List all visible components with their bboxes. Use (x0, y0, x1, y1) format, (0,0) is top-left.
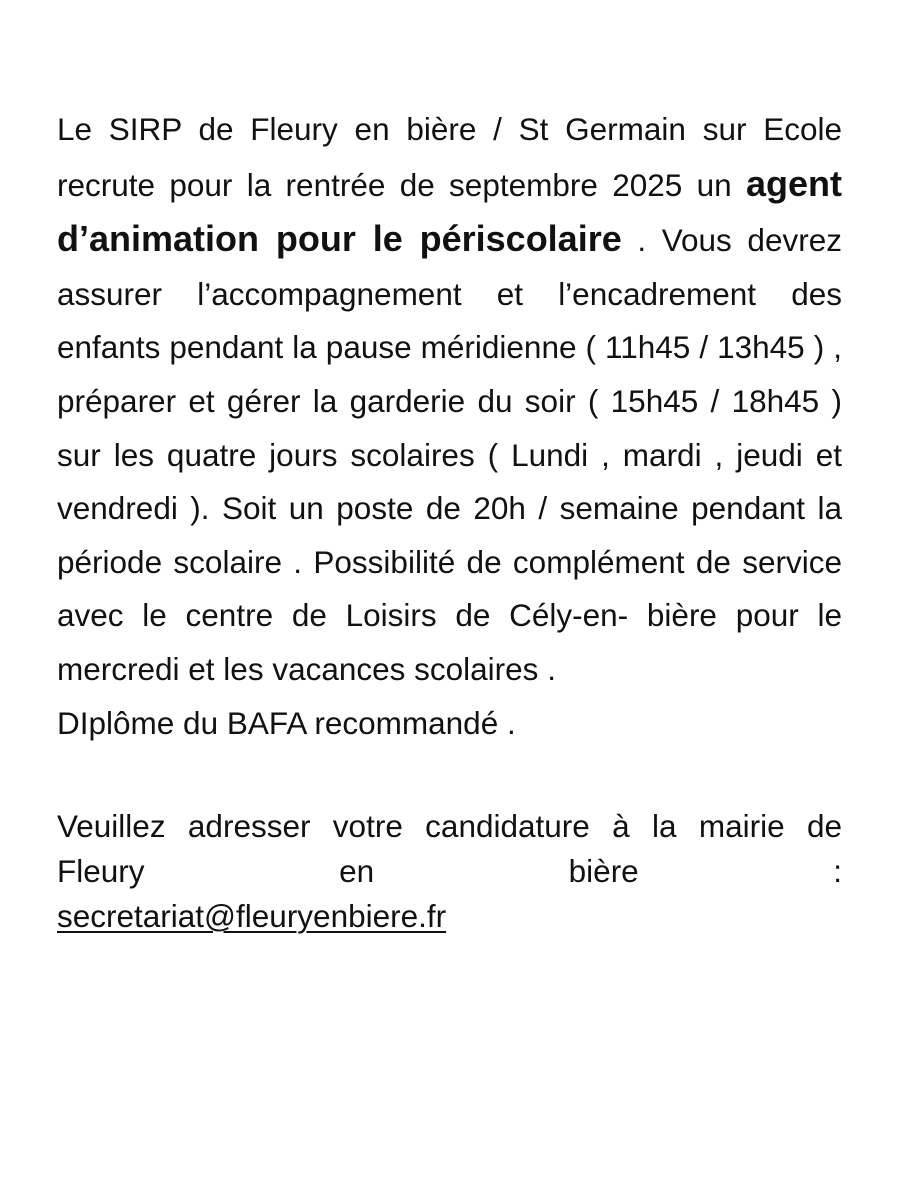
intro-text: Le SIRP de Fleury en bière / St Germain sur Ecole recrute pour la rentrée de septembre 2025 (57, 111, 842, 203)
announcement-document (57, 103, 842, 939)
job-description: . Vous devrez assurer l’accompagnement et l’encadrement des enfants pendant la pause méridienne ( 11h45 / 13h45 ) , préparer et gérer la garderie du soir ( 15h45 / 18h45 ) sur les quatre jours scolaires ( Lundi , mardi , jeudi et vendredi ). Soit un poste de 20h / semaine pendant la période scolaire . Possibilité de complément de service avec le centre de Loisirs de Cély-en- bière pour le mercredi et les vacances scolaires . (57, 222, 842, 687)
announcement-paragraph (57, 103, 842, 697)
contact-email-link[interactable]: secretariat@fleuryenbiere.fr (57, 897, 447, 934)
spacer (57, 750, 842, 804)
job-title: agent d’animation pour le périscolaire (57, 162, 842, 260)
job-prefix: un (696, 166, 732, 203)
contact-email-line (57, 894, 842, 939)
contact-instructions: Veuillez adresser votre candidature à la mairie de Fleury en bière : (57, 807, 842, 889)
diploma-note: DIplôme du BAFA recommandé . (57, 704, 516, 741)
